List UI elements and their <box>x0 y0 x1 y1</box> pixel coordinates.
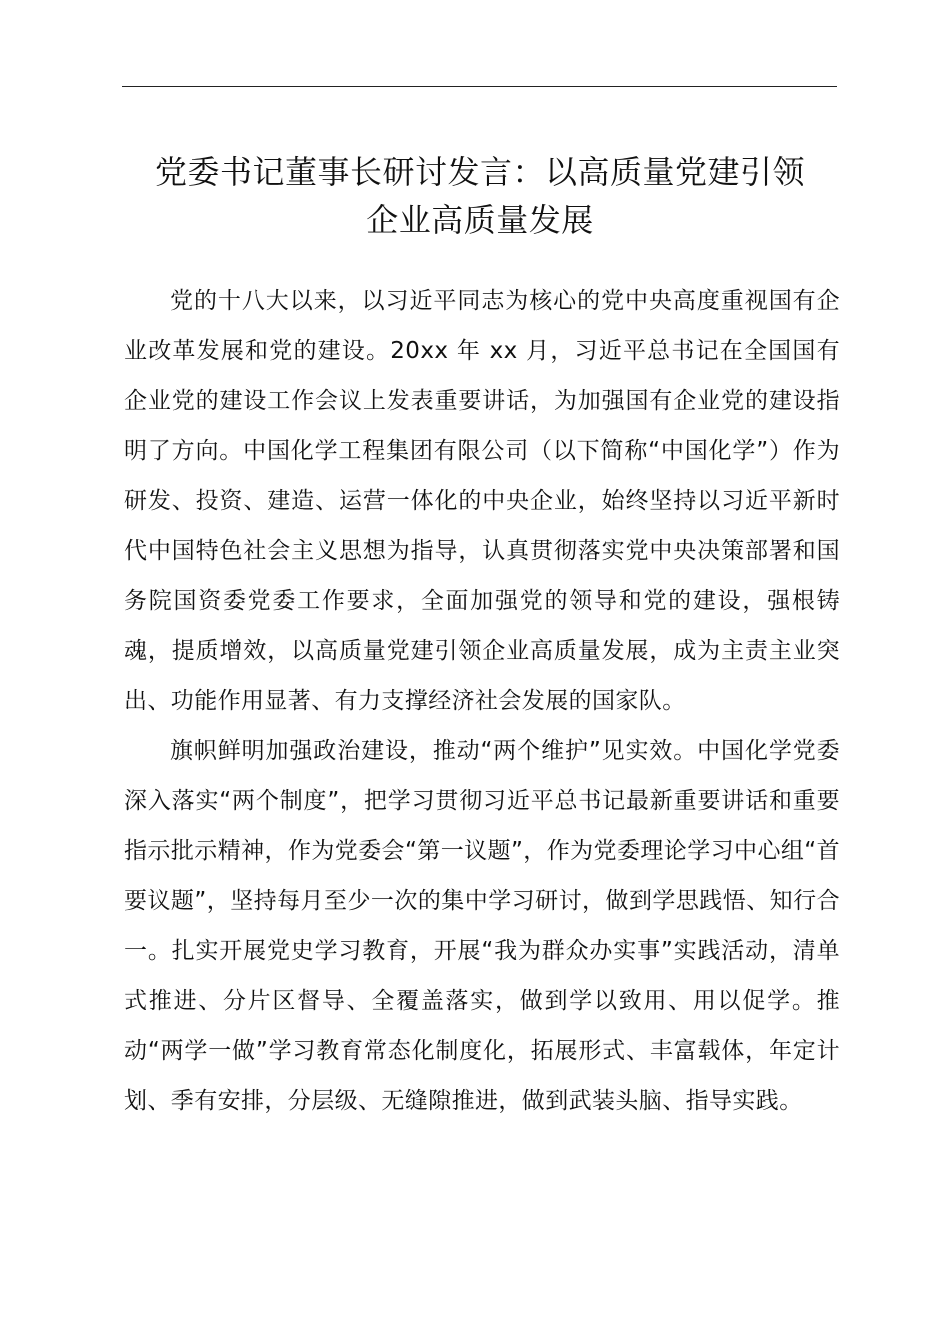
header-rule <box>122 86 837 87</box>
title-line-1: 党委书记董事长研讨发言：以高质量党建引领 <box>154 153 805 191</box>
title-line-2: 企业高质量发展 <box>366 201 594 239</box>
paragraph-2: 旗帜鲜明加强政治建设，推动“两个维护”见实效。中国化学党委深入落实“两个制度”，把学习贯彻习近平总书记最新重要讲话和重要指示批示精神，作为党委会“第一议题”，作为党委理论学习中心组“首要议题”，坚持每月至少一次的集中学习研讨，做到学思践悟、知行合一。扎实开展党史学习教育，开展“我为群众办实事”实践活动，清单式推进、分片区督导、全覆盖落实，做到学以致用、用以促学。推动“两学一做”学习教育常态化制度化，拓展形式、丰富载体，年定计划、季有安排，分层级、无缝隙推进，做到武装头脑、指导实践。 <box>124 738 840 1114</box>
document-title <box>100 148 860 244</box>
paragraph-1: 党的十八大以来，以习近平同志为核心的党中央高度重视国有企业改革发展和党的建设。20xx 年 xx 月，习近平总书记在全国国有企业党的建设工作会议上发表重要讲话，为加强国有企业党的建设指明了方向。中国化学工程集团有限公司（以下简称“中国化学”）作为研发、投资、建造、运营一体化的中央企业，始终坚持以习近平新时代中国特色社会主义思想为指导，认真贯彻落实党中央决策部署和国务院国资委党委工作要求，全面加强党的领导和党的建设，强根铸魂，提质增效，以高质量党建引领企业高质量发展，成为主责主业突出、功能作用显著、有力支撑经济社会发展的国家队。 <box>124 288 840 714</box>
document-body <box>124 276 840 1126</box>
